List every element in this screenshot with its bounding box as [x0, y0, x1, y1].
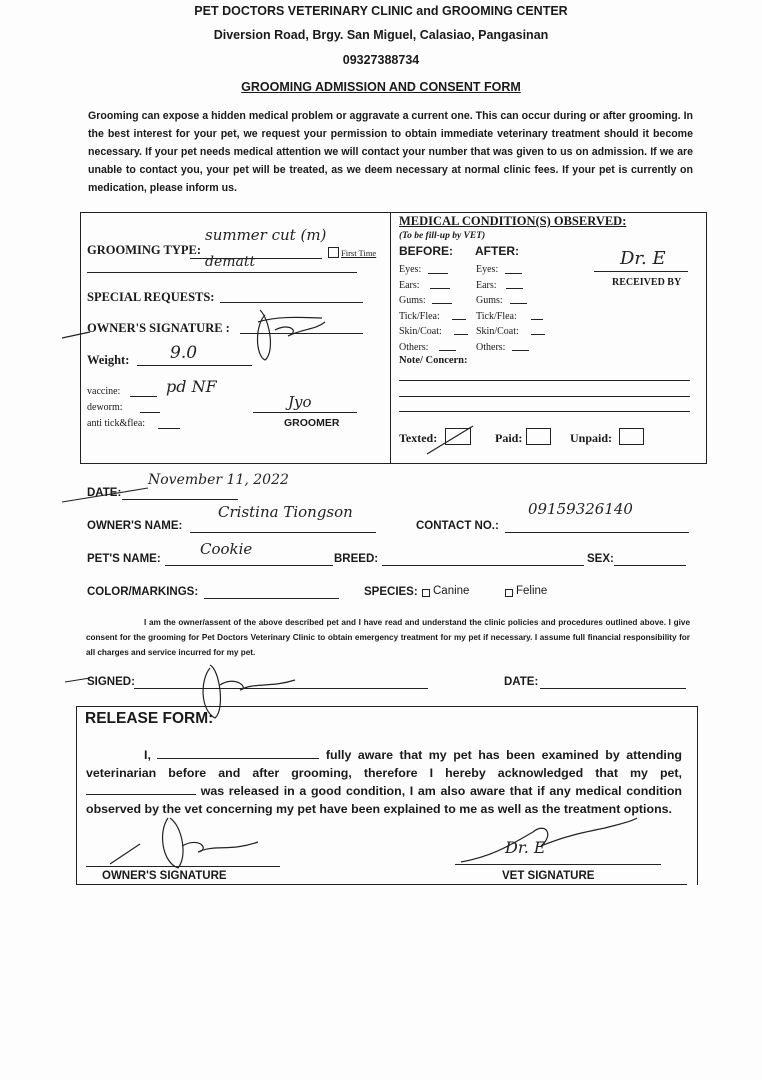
clinic-address: Diversion Road, Brgy. San Miguel, Calasiao, Pangasinan	[213, 28, 549, 42]
clinic-name: PET DOCTORS VETERINARY CLINIC and GROOMING CENTER	[194, 4, 568, 18]
medical-row-label: Others:	[476, 341, 506, 353]
canine-label: Canine	[433, 585, 470, 597]
deworm-label: deworm:	[87, 402, 123, 413]
consent-paragraph: I am the owner/assent of the above described pet and I have read and understand the clinic policies and procedures outlined above. I give consent for the grooming for Pet Doctors Veterinary Clinic to obtain emergency treatment for my pet if necessary. I assume full financial responsibility for all charges and service incurred for my pet.	[86, 618, 690, 657]
release-owner-signature-label: OWNER'S SIGNATURE	[102, 870, 227, 882]
antitick-label: anti tick&flea:	[87, 418, 146, 429]
first-time-checkbox[interactable]	[328, 247, 339, 258]
clinic-phone: 09327388734	[342, 53, 420, 67]
grooming-type-value: summer cut (m)	[205, 226, 327, 244]
groomer-value: Jyo	[288, 393, 312, 411]
breed-label: BREED:	[334, 553, 379, 565]
owner-name-value: Cristina Tiongson	[218, 503, 353, 521]
medical-row-label: Skin/Coat:	[476, 326, 519, 337]
date-label: DATE:	[87, 487, 122, 499]
received-by-value: Dr. E	[620, 248, 666, 269]
owner-name-label: OWNER'S NAME:	[87, 520, 183, 532]
vet-signature-value: Dr. E	[505, 838, 546, 857]
grooming-type-value-2: dematt	[205, 254, 256, 270]
release-paragraph	[86, 746, 682, 818]
color-markings-label: COLOR/MARKINGS:	[87, 586, 199, 598]
medical-row-label: Others:	[399, 341, 429, 353]
vaccine-value: pd NF	[166, 377, 217, 396]
release-text-1: fully aware that my pet has been examined by attending veterinarian before and after grooming, therefore I hereby acknowledged that my pet,	[86, 748, 682, 780]
contact-label: CONTACT NO.:	[416, 520, 499, 532]
medical-before-column	[399, 262, 442, 355]
medical-row-label: Ears:	[476, 279, 497, 291]
date-strike-mark	[60, 480, 150, 510]
release-title: RELEASE FORM:	[85, 710, 214, 727]
unpaid-checkbox[interactable]	[619, 428, 644, 445]
contact-value: 09159326140	[528, 500, 633, 518]
pet-name-label: PET'S NAME:	[87, 553, 161, 565]
release-text-2: was released in a good condition, I am also aware that if any medical condition observed by the vet concerning my pet have been explained to me as well as the treatment options.	[86, 784, 682, 816]
grooming-type-label: GROOMING TYPE:	[87, 243, 202, 257]
medical-subtitle: (To be fill-up by VET)	[399, 231, 486, 241]
owner-signature-label: OWNER'S SIGNATURE :	[87, 321, 230, 335]
species-label: SPECIES:	[364, 586, 418, 598]
intro-paragraph: Grooming can expose a hidden medical problem or aggravate a current one. This can occur during or after grooming. In the best interest for your pet, we request your permission to obtain immediate veterinary treatment should it become necessary. If your pet needs medical attention we will contact your number that was given to us on admission. If we are unable to contact you, your pet will be treated, as we deem necessary at normal clinic fees. If your pet is currently on medication, please inform us.	[88, 110, 693, 194]
medical-row-label: Eyes:	[476, 264, 499, 275]
texted-check-mark	[425, 422, 475, 458]
received-by-label: RECEIVED BY	[612, 277, 682, 288]
before-label: BEFORE:	[399, 244, 453, 258]
signed-label: SIGNED:	[87, 676, 135, 688]
canine-checkbox[interactable]	[422, 589, 430, 597]
weight-value: 9.0	[170, 343, 198, 363]
release-i: I,	[144, 748, 151, 762]
date2-label: DATE:	[504, 676, 539, 688]
vet-signature-label: VET SIGNATURE	[502, 870, 595, 882]
medical-row-label: Gums:	[476, 295, 503, 306]
groomer-label: GROOMER	[284, 417, 340, 429]
medical-row-label: Tick/Flea:	[476, 310, 517, 322]
feline-checkbox[interactable]	[505, 589, 513, 597]
vet-signature-scribble	[455, 812, 645, 872]
feline-label: Feline	[516, 585, 548, 597]
medical-row-label: Tick/Flea:	[399, 310, 440, 322]
unpaid-label: Unpaid:	[570, 431, 613, 445]
pet-name-value: Cookie	[200, 540, 253, 558]
vaccine-label: vaccine:	[87, 386, 121, 397]
paid-label: Paid:	[495, 431, 523, 445]
medical-row-label: Skin/Coat:	[399, 326, 442, 337]
form-title: GROOMING ADMISSION AND CONSENT FORM	[241, 80, 521, 94]
sex-label: SEX:	[587, 553, 614, 565]
medical-row-label: Gums:	[399, 295, 426, 306]
texted-label: Texted:	[399, 431, 438, 445]
weight-label: Weight:	[87, 353, 130, 367]
first-time-label: First Time	[341, 248, 377, 258]
paid-checkbox[interactable]	[526, 428, 551, 445]
medical-row-label: Eyes:	[399, 264, 422, 275]
medical-row-label: Ears:	[399, 279, 420, 291]
note-label: Note/ Concern:	[399, 355, 468, 366]
medical-after-column	[476, 262, 519, 355]
after-label: AFTER:	[475, 244, 519, 258]
special-requests-label: SPECIAL REQUESTS:	[87, 290, 215, 304]
date-value: November 11, 2022	[148, 472, 289, 488]
medical-title: MEDICAL CONDITION(S) OBSERVED:	[399, 214, 627, 228]
